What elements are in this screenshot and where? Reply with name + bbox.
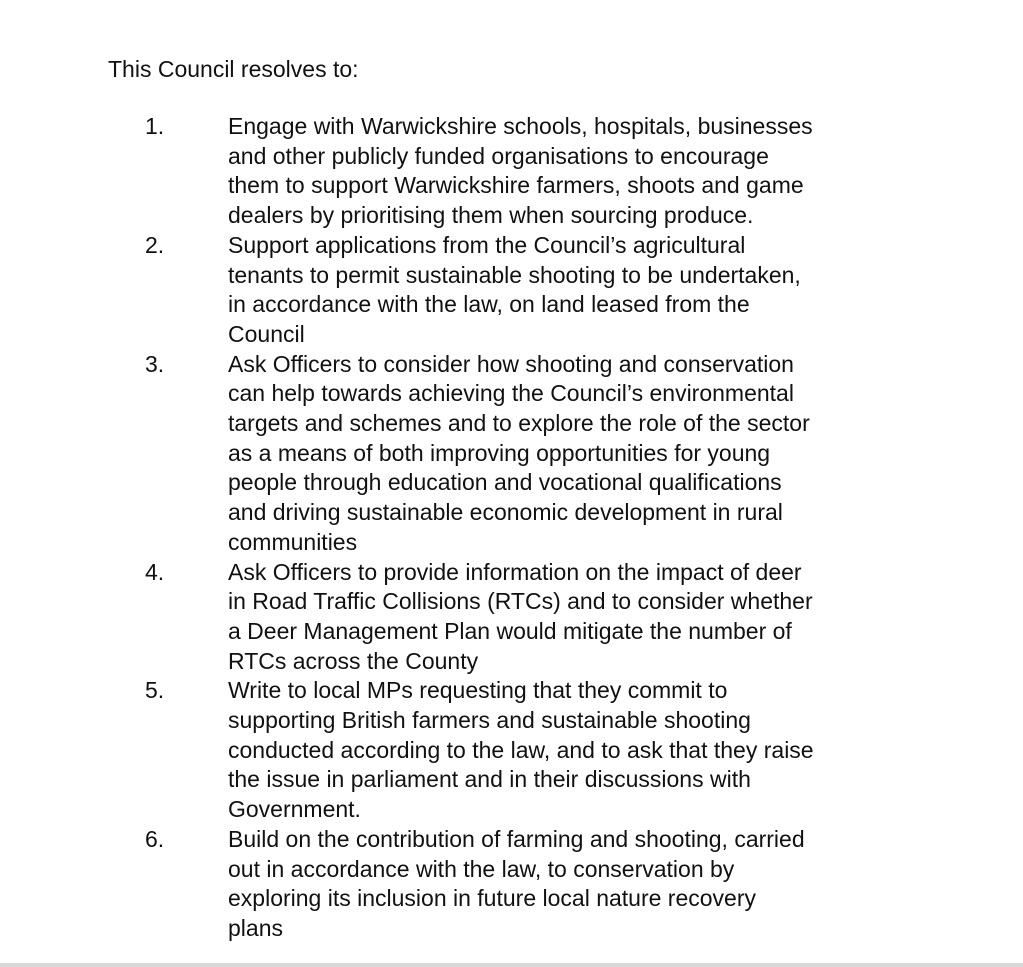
- resolution-line: RTCs across the County: [228, 647, 479, 674]
- resolution-line: Write to local MPs requesting that they commit to: [228, 677, 728, 704]
- resolution-line: tenants to permit sustainable shooting to be undertaken,: [228, 261, 801, 288]
- resolution-item: [0, 231, 893, 350]
- resolution-line: targets and schemes and to explore the role of the sector: [228, 410, 810, 437]
- resolution-line: Ask Officers to provide information on the impact of deer: [228, 558, 802, 585]
- resolution-line: in Road Traffic Collisions (RTCs) and to consider whether: [228, 588, 813, 615]
- resolution-number: 3.: [145, 350, 165, 377]
- resolution-number: 5.: [145, 677, 165, 704]
- resolution-line: can help towards achieving the Council’s environmental: [228, 380, 794, 407]
- resolution-item: [0, 825, 893, 944]
- resolution-line: Support applications from the Council’s agricultural: [228, 231, 746, 258]
- resolution-line: Engage with Warwickshire schools, hospitals, businesses: [228, 113, 813, 139]
- resolution-list: [0, 112, 893, 944]
- resolution-line: people through education and vocational qualifications: [228, 469, 782, 496]
- resolution-line: plans: [228, 914, 283, 941]
- resolution-line: in accordance with the law, on land leased from the: [228, 291, 750, 318]
- resolution-item: [0, 558, 893, 677]
- resolution-line: communities: [228, 528, 358, 555]
- resolution-text: [228, 825, 893, 944]
- resolution-line: the issue in parliament and in their discussions with: [228, 766, 751, 793]
- resolution-line: out in accordance with the law, to conservation by: [228, 855, 735, 882]
- resolution-text: [228, 231, 893, 350]
- resolution-item: [0, 350, 893, 558]
- resolution-line: them to support Warwickshire farmers, shoots and game: [228, 172, 804, 199]
- resolution-line: conducted according to the law, and to ask that they raise: [228, 736, 814, 763]
- resolution-number: 2.: [145, 231, 165, 258]
- resolution-item: [0, 112, 893, 231]
- resolution-line: Council: [228, 320, 305, 347]
- resolution-line: and other publicly funded organisations to encourage: [228, 142, 769, 169]
- resolution-line: and driving sustainable economic development in rural: [228, 499, 783, 526]
- resolution-line: exploring its inclusion in future local nature recovery: [228, 885, 756, 912]
- resolution-line: dealers by prioritising them when sourcing produce.: [228, 202, 754, 229]
- resolution-line: a Deer Management Plan would mitigate the number of: [228, 617, 792, 644]
- resolution-line: Ask Officers to consider how shooting and conservation: [228, 350, 794, 377]
- resolution-line: supporting British farmers and sustainable shooting: [228, 707, 751, 734]
- resolution-text: [228, 676, 893, 825]
- intro-heading: This Council resolves to:: [108, 56, 359, 82]
- resolution-line: as a means of both improving opportunities for young: [228, 439, 771, 466]
- resolution-number: 1.: [145, 113, 165, 139]
- resolution-line: Government.: [228, 796, 361, 823]
- resolution-number: 4.: [145, 558, 165, 585]
- resolution-item: [0, 676, 893, 825]
- resolution-text: [228, 350, 893, 558]
- resolution-number: 6.: [145, 825, 165, 852]
- page-bottom-edge: [0, 963, 1023, 967]
- resolution-text: [228, 558, 893, 677]
- resolution-text: [228, 112, 893, 231]
- resolution-line: Build on the contribution of farming and shooting, carried: [228, 825, 805, 852]
